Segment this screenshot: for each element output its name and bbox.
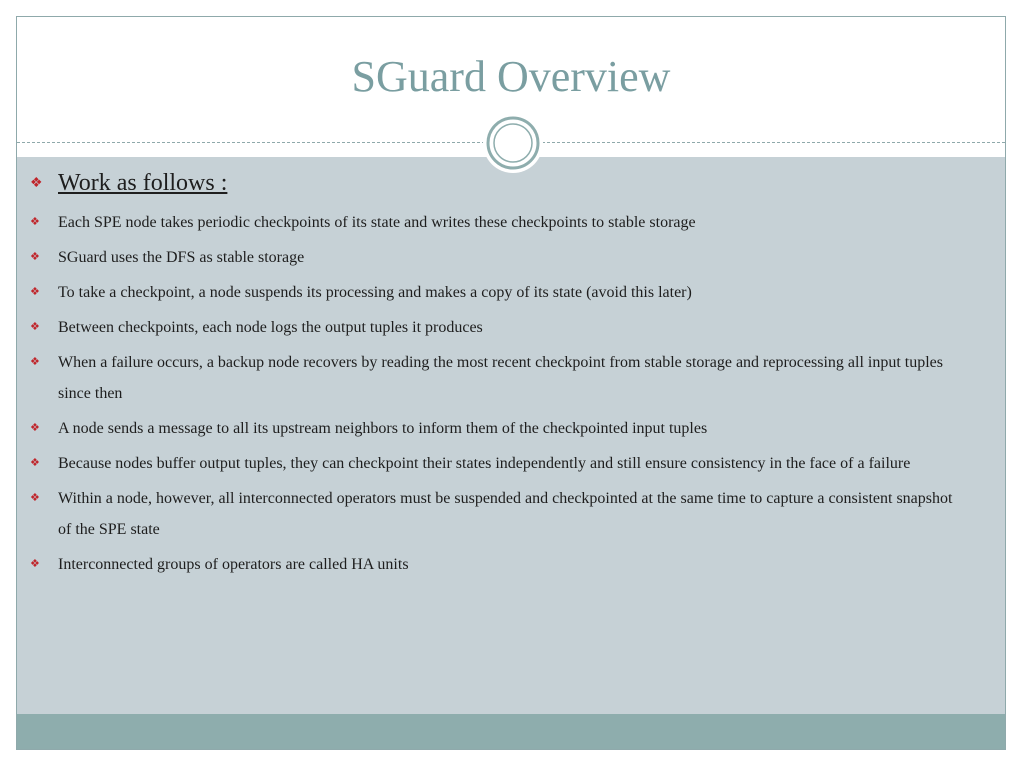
slide-title: SGuard Overview	[351, 52, 671, 101]
list-item	[30, 312, 960, 343]
list-item-text: SGuard uses the DFS as stable storage	[58, 249, 305, 266]
list-item-text: Each SPE node takes periodic checkpoints of its state and writes these checkpoints to stable storage	[58, 214, 696, 231]
diamond-bullet-icon: ❖	[30, 176, 43, 191]
diamond-bullet-icon: ❖	[30, 286, 40, 298]
heading-text: Work as follows :	[58, 170, 228, 196]
list-item-text: To take a checkpoint, a node suspends its processing and makes a copy of its state (avoid this later)	[58, 284, 692, 301]
list-item	[30, 483, 960, 545]
list-item	[30, 277, 960, 308]
list-item	[30, 549, 960, 580]
list-item-text: Between checkpoints, each node logs the output tuples it produces	[58, 319, 483, 336]
list-item	[30, 207, 960, 238]
list-item	[30, 242, 960, 273]
list-item	[30, 448, 960, 479]
diamond-bullet-icon: ❖	[30, 321, 40, 333]
list-item	[30, 347, 960, 409]
diamond-bullet-icon: ❖	[30, 558, 40, 570]
diamond-bullet-icon: ❖	[30, 422, 40, 434]
footer-bar	[17, 714, 1005, 749]
diamond-bullet-icon: ❖	[30, 251, 40, 263]
list-item-text: Interconnected groups of operators are called HA units	[58, 556, 409, 573]
diamond-bullet-icon: ❖	[30, 457, 40, 469]
slide-content	[30, 170, 960, 584]
diamond-bullet-icon: ❖	[30, 356, 40, 368]
list-item-text: Because nodes buffer output tuples, they can checkpoint their states independently and still ensure consistency in the face of a failure	[58, 455, 911, 472]
list-item-text: When a failure occurs, a backup node recovers by reading the most recent checkpoint from stable storage and reprocessing all input tuples since then	[58, 354, 944, 402]
circle-emblem-icon	[482, 112, 544, 174]
list-item-text: Within a node, however, all interconnected operators must be suspended and checkpointed at the same time to capture a consistent snapshot of the SPE state	[58, 490, 953, 538]
diamond-bullet-icon: ❖	[30, 492, 40, 504]
section-heading	[30, 170, 960, 197]
list-item-text: A node sends a message to all its upstream neighbors to inform them of the checkpointed input tuples	[58, 420, 708, 437]
list-item	[30, 413, 960, 444]
diamond-bullet-icon: ❖	[30, 216, 40, 228]
